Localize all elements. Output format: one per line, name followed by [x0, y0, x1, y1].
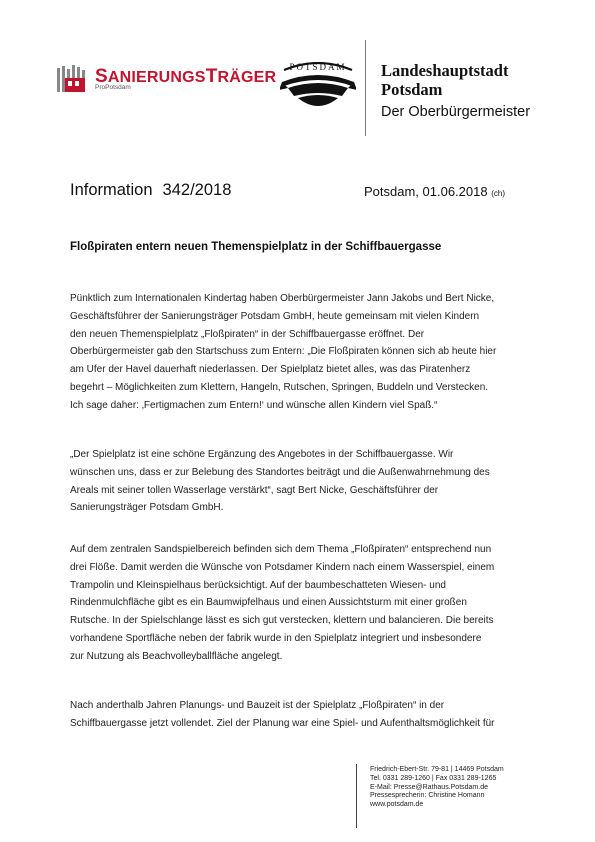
paragraph-1 [70, 290, 530, 415]
paragraph-4 [70, 697, 530, 733]
date-suffix: (ch) [491, 189, 505, 198]
footer-website-link[interactable]: www.potsdam.de [370, 801, 424, 809]
date-text: Potsdam, 01.06.2018 [364, 184, 488, 199]
text-line: Sanierungsträger Potsdam GmbH. [70, 502, 224, 514]
sanierungstraeger-logo [57, 64, 277, 94]
text-line: den neuen Themenspielplatz „Floßpiraten“ in der Schiffbauergasse eröffnet. Der [70, 328, 425, 340]
text-line: Auf dem zentralen Sandspielbereich befinden sich dem Thema „Floßpiraten“ entsprechend nun [70, 544, 492, 555]
information-label: Information [70, 181, 153, 199]
city-name-line2: Potsdam [381, 80, 443, 99]
information-number [70, 181, 231, 200]
text-line: begehrt – Möglichkeiten zum Klettern, Hangeln, Rutschen, Springen, Buddeln und Verstecken. [70, 381, 489, 393]
text-line: Geschäftsführer der Sanierungsträger Potsdam GmbH, heute gemeinsam mit vielen Kindern [70, 310, 480, 322]
sanierungstraeger-subtitle: ProPotsdam [95, 84, 131, 91]
building-bars-icon [57, 64, 91, 94]
information-id: 342/2018 [162, 181, 232, 199]
city-name-line1: Landeshauptstadt [381, 61, 509, 80]
text-line: Nach anderthalb Jahren Planungs- und Bauzeit ist der Spielplatz „Floßpiraten“ in der [70, 700, 445, 711]
text-line: Oberbürgermeister gab den Startschuss zum Entern: „Die Floßpiraten können sich ab heute hier [70, 346, 497, 358]
text-line: Rindenmulchfläche gibt es ein Baumwipfelhaus und einen Aussichtsturm mit einer großen [70, 597, 467, 609]
potsdam-emblem [280, 62, 356, 106]
text-line: am Ufer der Havel dauerhaft niederlassen. Der Spielplatz bietet alles, was das Piratenherz [70, 364, 471, 376]
date-line [364, 184, 505, 199]
text-line: Pünktlich zum Internationalen Kindertag haben Oberbürgermeister Jann Jakobs und Bert Nicke, [70, 293, 495, 304]
text-line: Ich sage daher: ‚Fertigmachen zum Entern!‘ und wünsche allen Kindern viel Spaß.“ [70, 399, 438, 411]
text-line: wünschen uns, dass er zur Belebung des Standortes beiträgt und die Außenwahrnehmung des [70, 466, 490, 478]
paragraph-3 [70, 541, 530, 666]
text-line: drei Flöße. Damit werden die Wünsche von Potsdamer Kindern nach einem Wasserspiel, einem [70, 561, 495, 573]
emblem-text: POTSDAM [289, 62, 347, 72]
footer-contact [370, 766, 504, 810]
text-line: zur Nutzung als Beachvolleyballfläche angelegt. [70, 650, 283, 662]
city-office: Der Oberbürgermeister [381, 104, 531, 120]
sanierungstraeger-title: SANIERUNGSTRÄGER [95, 66, 277, 87]
text-line: Trampolin und Kleinspielhaus berücksichtigt. Auf der baumbeschatteten Wiesen- und [70, 579, 446, 591]
text-line: vorhandene Sportfläche neben der fabrik wurde in den Spielplatz integriert und insbesondere [70, 632, 482, 644]
footer-address: Friedrich-Ebert-Str. 79-81 | 14469 Potsdam [370, 766, 504, 773]
paragraph-2 [70, 446, 530, 517]
header-divider [365, 40, 366, 136]
footer-press-contact: Pressesprecherin: Christine Homann [370, 792, 485, 800]
footer-divider [356, 764, 357, 828]
text-line: „Der Spielplatz ist eine schöne Ergänzung des Angebotes in der Schiffbauergasse. Wir [70, 449, 454, 460]
headline: Floßpiraten entern neuen Themenspielplatz in der Schiffbauergasse [70, 241, 442, 253]
text-line: Schiffbauergasse jetzt vollendet. Ziel der Planung war eine Spiel- und Aufenthaltsmöglichkeit für [70, 717, 495, 729]
text-line: Areals mit seiner tollen Wasserlage verstärkt“, sagt Bert Nicke, Geschäftsführer der [70, 484, 439, 496]
footer-email[interactable]: E-Mail: Presse@Rathaus.Potsdam.de [370, 783, 488, 791]
footer-phone: Tel. 0331 289-1260 | Fax 0331 289-1265 [370, 774, 497, 782]
city-block [381, 61, 530, 120]
text-line: Rutsche. In der Spielschlange lässt es sich gut verstecken, klettern und balancieren. Die bereits [70, 615, 494, 627]
potsdam-emblem-icon [280, 62, 356, 106]
